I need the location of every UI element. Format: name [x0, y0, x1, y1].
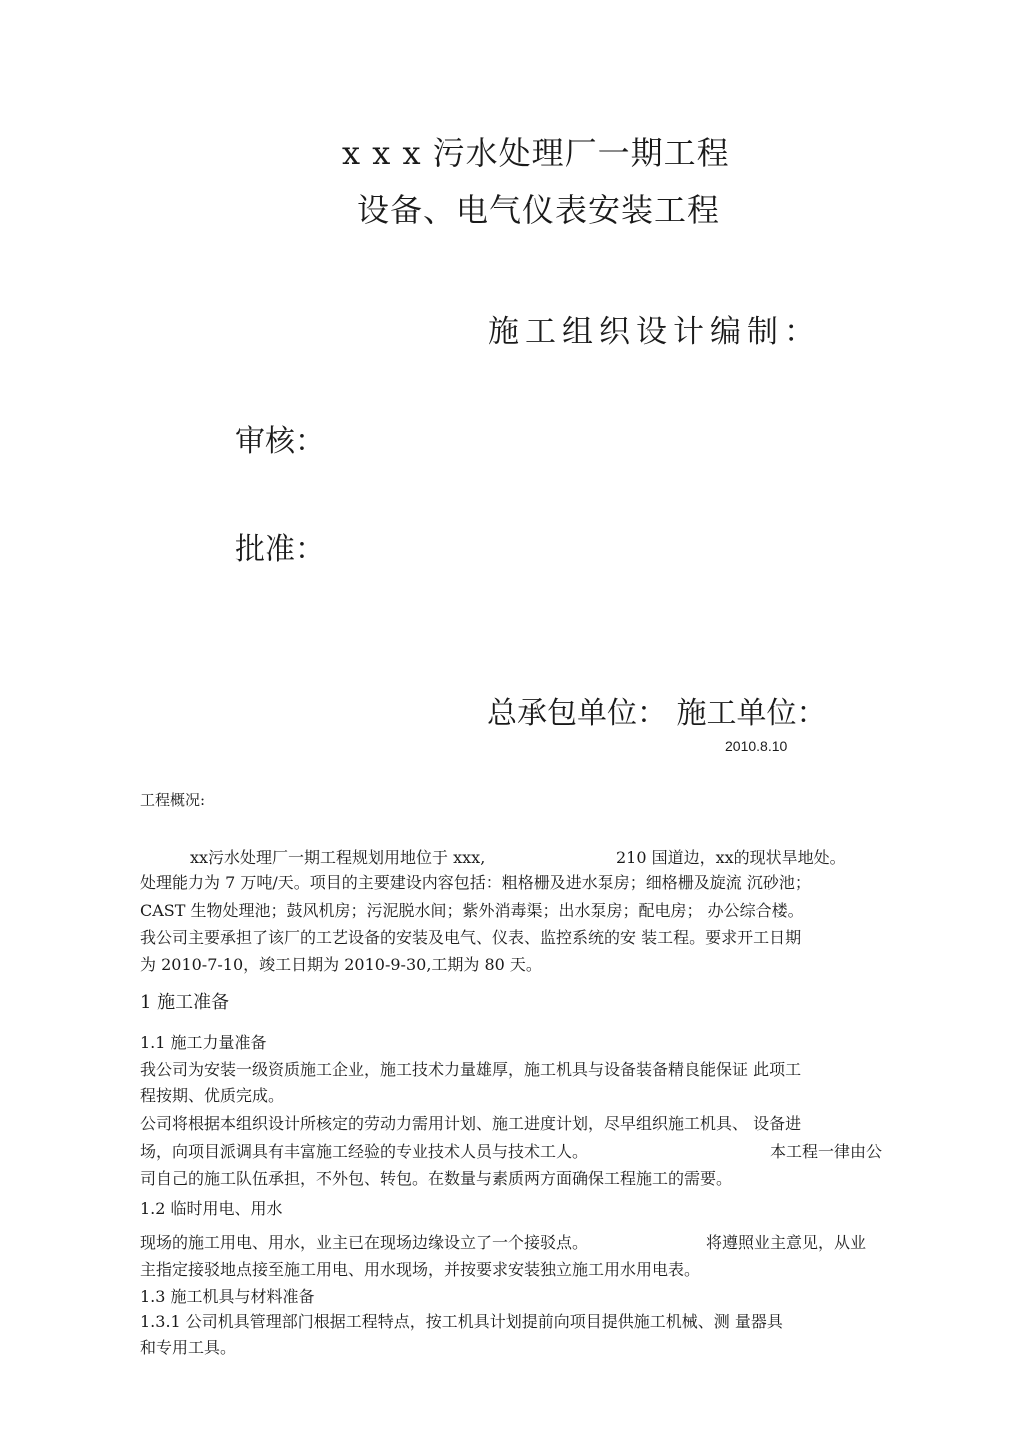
section-1-1-line-1: 我公司为安装一级资质施工企业，施工技术力量雄厚，施工机具与设备装备精良能保证 此项工	[140, 1060, 802, 1079]
document-title-line2: 设备、电气仪表安装工程	[357, 191, 721, 229]
section-1-3-heading: 1.3 施工机具与材料准备	[140, 1287, 315, 1306]
document-date: 2010.8.10	[725, 738, 788, 754]
section-1-1-heading: 1.1 施工力量准备	[140, 1033, 267, 1052]
section-1-3-1-line-1: 1.3.1 公司机具管理部门根据工程特点，按工机具计划提前向项目提供施工机械、测 量器具	[140, 1312, 783, 1331]
overview-line-1a: xx污水处理厂一期工程规划用地位于 xxx,	[190, 848, 486, 867]
approve-label: 批准：	[235, 532, 325, 567]
section-1-2-heading: 1.2 临时用电、用水	[140, 1199, 283, 1218]
overview-line-3: CAST 生物处理池；鼓风机房；污泥脱水间；紫外消毒渠；出水泵房；配电房； 办公综合楼。	[140, 901, 804, 920]
section-1-2-line-2: 主指定接驳地点接至施工用电、用水现场，并按要求安装独立施工用水用电表。	[140, 1260, 701, 1279]
section-1-1-line-3: 公司将根据本组织设计所核定的劳动力需用计划、施工进度计划，尽早组织施工机具、 设备进	[140, 1114, 802, 1133]
review-label: 审核：	[235, 424, 325, 459]
section-1-2-line-1a: 现场的施工用电、用水，业主已在现场边缘设立了一个接驳点。	[140, 1233, 589, 1252]
section-1-3-1-line-2: 和专用工具。	[140, 1338, 237, 1357]
overview-line-5: 为 2010-7-10，竣工日期为 2010-9-30,工期为 80 天。	[140, 955, 542, 974]
contractor-units-label: 总承包单位： 施工单位：	[487, 696, 827, 731]
overview-heading: 工程概况:	[140, 791, 206, 809]
overview-line-4: 我公司主要承担了该厂的工艺设备的安装及电气、仪表、监控系统的安 装工程。要求开工日期	[140, 928, 802, 947]
section-1-1-line-4b: 本工程一律由公	[770, 1142, 883, 1161]
section-1-1-line-2: 程按期、优质完成。	[140, 1086, 285, 1105]
overview-line-1b: 210 国道边，xx的现状旱地处。	[616, 848, 846, 867]
section-1-1-line-5: 司自己的施工队伍承担，不外包、转包。在数量与素质两方面确保工程施工的需要。	[140, 1169, 733, 1188]
overview-line-2: 处理能力为 7 万吨/天。项目的主要建设内容包括：粗格栅及进水泵房；细格栅及旋流 沉砂池；	[140, 873, 811, 892]
section-1-1-line-4a: 场，向项目派调具有丰富施工经验的专业技术人员与技术工人。	[140, 1142, 589, 1161]
document-title-line1: x x x 污水处理厂一期工程	[342, 134, 730, 172]
document-title-line3: 施工组织设计编制：	[488, 314, 821, 350]
section-1-2-line-1b: 将遵照业主意见，从业	[706, 1233, 867, 1252]
section-1-heading: 1 施工准备	[140, 992, 230, 1013]
